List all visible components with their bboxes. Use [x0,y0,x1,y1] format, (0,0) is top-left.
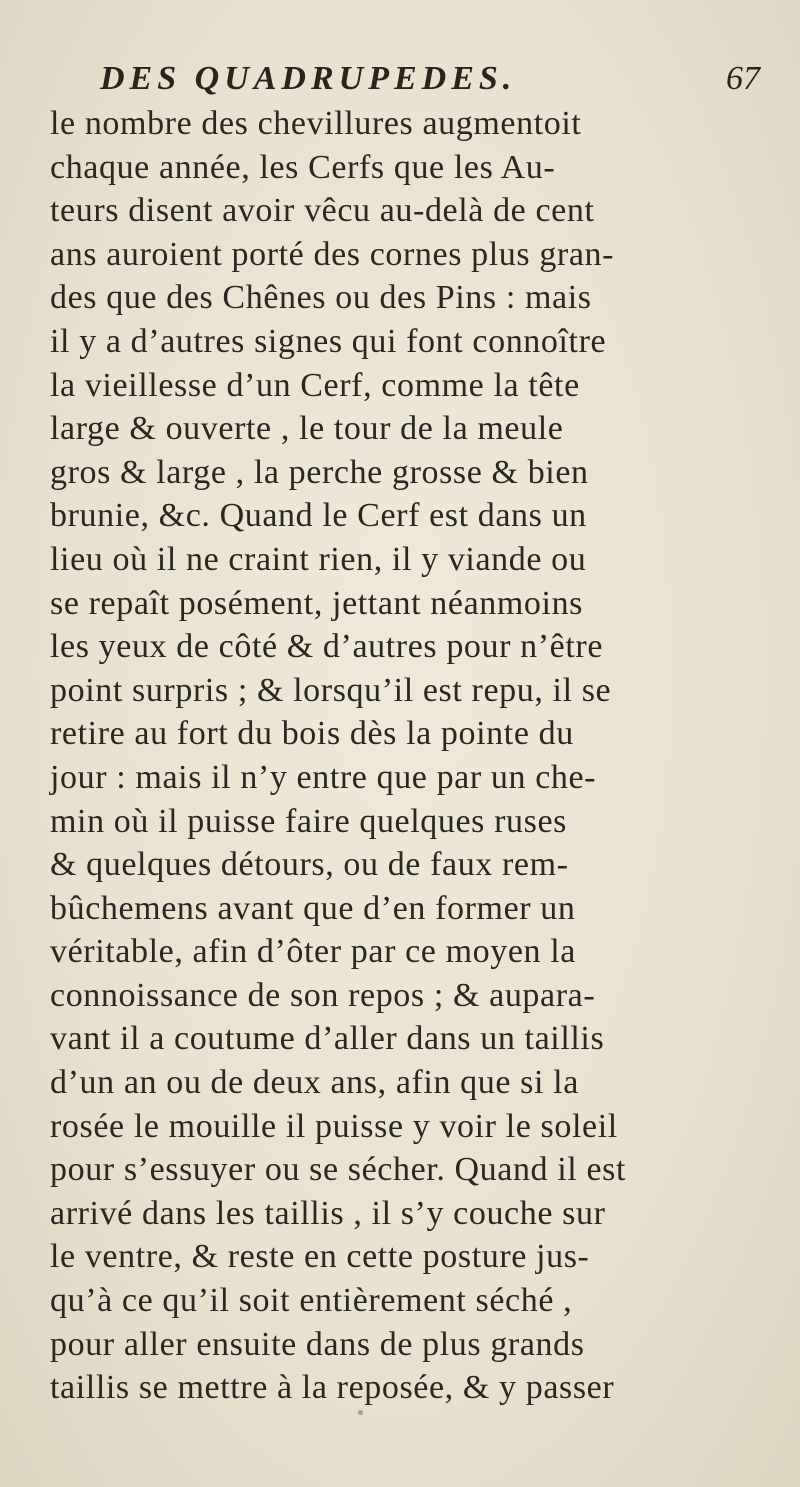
text-line: véritable, afin d’ôter par ce moyen la [50,933,576,971]
text-line: & quelques détours, ou de faux rem- [50,846,569,884]
text-line: min où il puisse faire quelques ruses [50,802,567,840]
text-line: se repaît posément, jettant néanmoins [50,584,583,622]
text-line: brunie, &c. Quand le Cerf est dans un [50,497,587,535]
text-line: jour : mais il n’y entre que par un che- [50,758,597,796]
text-line: taillis se mettre à la reposée, & y passer [50,1369,615,1407]
running-title: DES QUADRUPEDES. [100,60,517,97]
text-line: ans auroient porté des cornes plus gran- [50,235,615,273]
text-line: pour aller ensuite dans de plus grands [50,1325,585,1363]
text-line: teurs disent avoir vêcu au-delà de cent [50,192,595,230]
text-line: rosée le mouille il puisse y voir le soleil [50,1107,618,1145]
text-line: lieu où il ne craint rien, il y viande ou [50,540,587,578]
paper-speck [358,1410,363,1415]
text-line: d’un an ou de deux ans, afin que si la [50,1064,579,1102]
text-line: le nombre des chevillures augmentoit [50,105,582,142]
text-line: connoissance de son repos ; & aupara- [50,976,596,1014]
text-line: le ventre, & reste en cette posture jus- [50,1238,590,1276]
text-line: les yeux de côté & d’autres pour n’être [50,628,604,666]
text-line: qu’à ce qu’il soit entièrement séché , [50,1282,573,1320]
text-line: point surpris ; & lorsqu’il est repu, il se [50,671,612,709]
text-line: il y a d’autres signes qui font connoître [50,322,607,360]
text-line: des que des Chênes ou des Pins : mais [50,279,592,317]
text-line: bûchemens avant que d’en former un [50,889,576,927]
text-line: pour s’essuyer ou se sécher. Quand il est [50,1151,627,1189]
body-text [50,102,770,1410]
text-line: vant il a coutume d’aller dans un taillis [50,1020,605,1058]
text-line: retire au fort du bois dès la pointe du [50,715,574,753]
text-line: gros & large , la perche grosse & bien [50,453,589,491]
text-line: arrivé dans les taillis , il s’y couche sur [50,1194,606,1232]
running-head [100,60,760,104]
text-line: la vieillesse d’un Cerf, comme la tête [50,366,580,404]
text-line: large & ouverte , le tour de la meule [50,410,564,448]
text-line: chaque année, les Cerfs que les Au- [50,148,556,186]
page-number: 67 [726,60,760,97]
